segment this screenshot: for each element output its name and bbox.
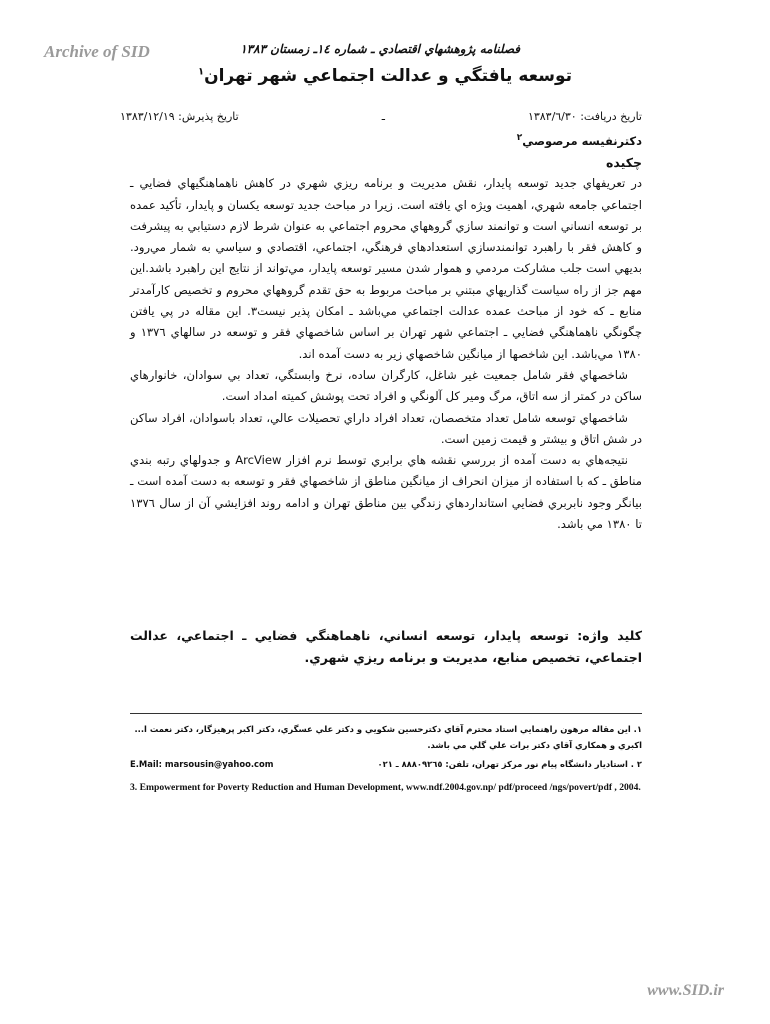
dates-line bbox=[120, 110, 642, 123]
keywords: كليد واژه: توسعه پايدار، توسعه انساني، ناهماهنگي فضايي ـ اجتماعي، عدالت اجتماعي، تخصيص منابع، مديريت و برنامه ريزي شهري. bbox=[130, 628, 642, 665]
dates-separator: ـ bbox=[381, 110, 385, 123]
author-footnote-mark: ٢ bbox=[516, 133, 523, 143]
abstract-paragraph-4: نتيجه‌هاي به دست آمده از بررسي نقشه هاي برابري توسط نرم افزار ArcView و جدولهاي رتبه بندي مناطق ـ كه با استفاده از ميزان انحراف از ميانگين مناطق از شاخصهاي فقر و توسعه به دست آمده است ـ بيانگر وجود نابربري فضايي استانداردهاي زندگي بين مناطق تهران و ادامه روند افزايشي آن از سال ١٣٧٦ تا ١٣٨٠ مي باشد. bbox=[130, 453, 642, 532]
author-name bbox=[517, 133, 642, 148]
abstract-heading: چكيده bbox=[606, 155, 642, 170]
received-date: تاريخ دريافت: ١٣٨٣/٦/٣٠ bbox=[527, 110, 642, 123]
watermark-sid-url: www.SID.ir bbox=[647, 982, 724, 999]
author-text: دكترنفيسه مرصوصي bbox=[522, 133, 642, 148]
watermark-archive: Archive of SID bbox=[44, 42, 150, 61]
abstract-body bbox=[130, 152, 642, 535]
title-text: توسعه يافتگي و عدالت اجتماعي شهر تهران bbox=[204, 66, 573, 86]
footnote-2-row bbox=[130, 759, 642, 769]
journal-header: فصلنامه پژوهشهاي اقتصادي ـ شماره ١٤ـ زمستان ١٣٨٣ bbox=[240, 42, 520, 56]
title-footnote-mark: ١ bbox=[197, 66, 205, 78]
abstract-paragraph-3: شاخصهاي توسعه شامل تعداد متخصصان، تعداد افراد داراي تحصيلات عالي، تعداد باسوادان، افراد ساكن در شش اتاق و بيشتر و قيمت زمين است. bbox=[130, 410, 642, 446]
paper-title bbox=[0, 66, 770, 86]
abstract-paragraph-2: شاخصهاي فقر شامل جمعيت غير شاغل، كارگران ساده، نرخ وابستگي، تعداد بي سوادان، خانوارهاي ساكن در كمتر از سه اتاق، مرگ ومير كل آلونگي و افراد تحت پوشش كميته امداد است. bbox=[130, 367, 642, 404]
footnote-divider bbox=[130, 713, 642, 714]
footnote-2: ٢ . استاديار دانشگاه پيام نور مركز تهران، تلفن: ٨٨٨٠٩٢٦٥ ـ ٠٢١ bbox=[377, 759, 642, 769]
abstract-paragraph-1: در تعريفهاي جديد توسعه پايدار، نقش مديريت و برنامه ريزي شهري در كاهش ناهماهنگيهاي فضايي ـ اجتماعي جامعه شهري، اهميت ويژه اي يافته است. زيرا در مباحث جديد توسعه يكسان و پايدار، تأكيد عمده بر توسعه انساني است و توانمند سازي گروههاي محروم اجتماعي به عنوان شرط لازم دستيابي به پيشرفت و كاهش فقر با راهبرد توانمندسازي استعدادهاي فرهنگي، اجتماعي، اقتصادي و سياسي به شمار مي‌رود. بديهي است جلب مشاركت مردمي و هموار شدن مسير توسعه پايدار، مي‌تواند از نتايج اين راهبرد باشد.اين مهم جز از راه سياست گذاريهاي مبتني بر مباحث مربوط به حق تقدم گروههاي محروم و تخصيص كارآمدتر منابع ـ كه خود از مباحث عمده عدالت اجتماعي مي‌باشد ـ امكان پذير نيست٣. اين مقاله در پي يافتن چگونگي ناهماهنگي فضايي ـ اجتماعي شهر تهران بر اساس شاخصهاي فقر و توسعه در سالهاي ١٣٧٦ و ١٣٨٠ مي‌باشد. اين شاخصها از ميانگين شاخصهاي زير به دست آمده اند. bbox=[130, 176, 642, 361]
accepted-date: تاريخ پذيرش: ١٣٨٣/١٢/١٩ bbox=[120, 110, 239, 123]
footnote-1: ١. اين مقاله مرهون راهنمايي استاد محترم آقاي دكترحسين شكويي و دكتر علي عسگري، دكتر اكبر پرهيزگار، دكتر نعمت ا... اكبري و همكاري آقاي دكتر برات علي گلي مي باشد. bbox=[134, 724, 642, 750]
footnote-3: 3. Empowerment for Poverty Reduction and Human Development, www.ndf.2004.gov.np/ pdf/proceed /ngs/povert/pdf , 2004. bbox=[130, 782, 641, 793]
author-email: E.Mail: marsousin@yahoo.com bbox=[130, 759, 274, 769]
